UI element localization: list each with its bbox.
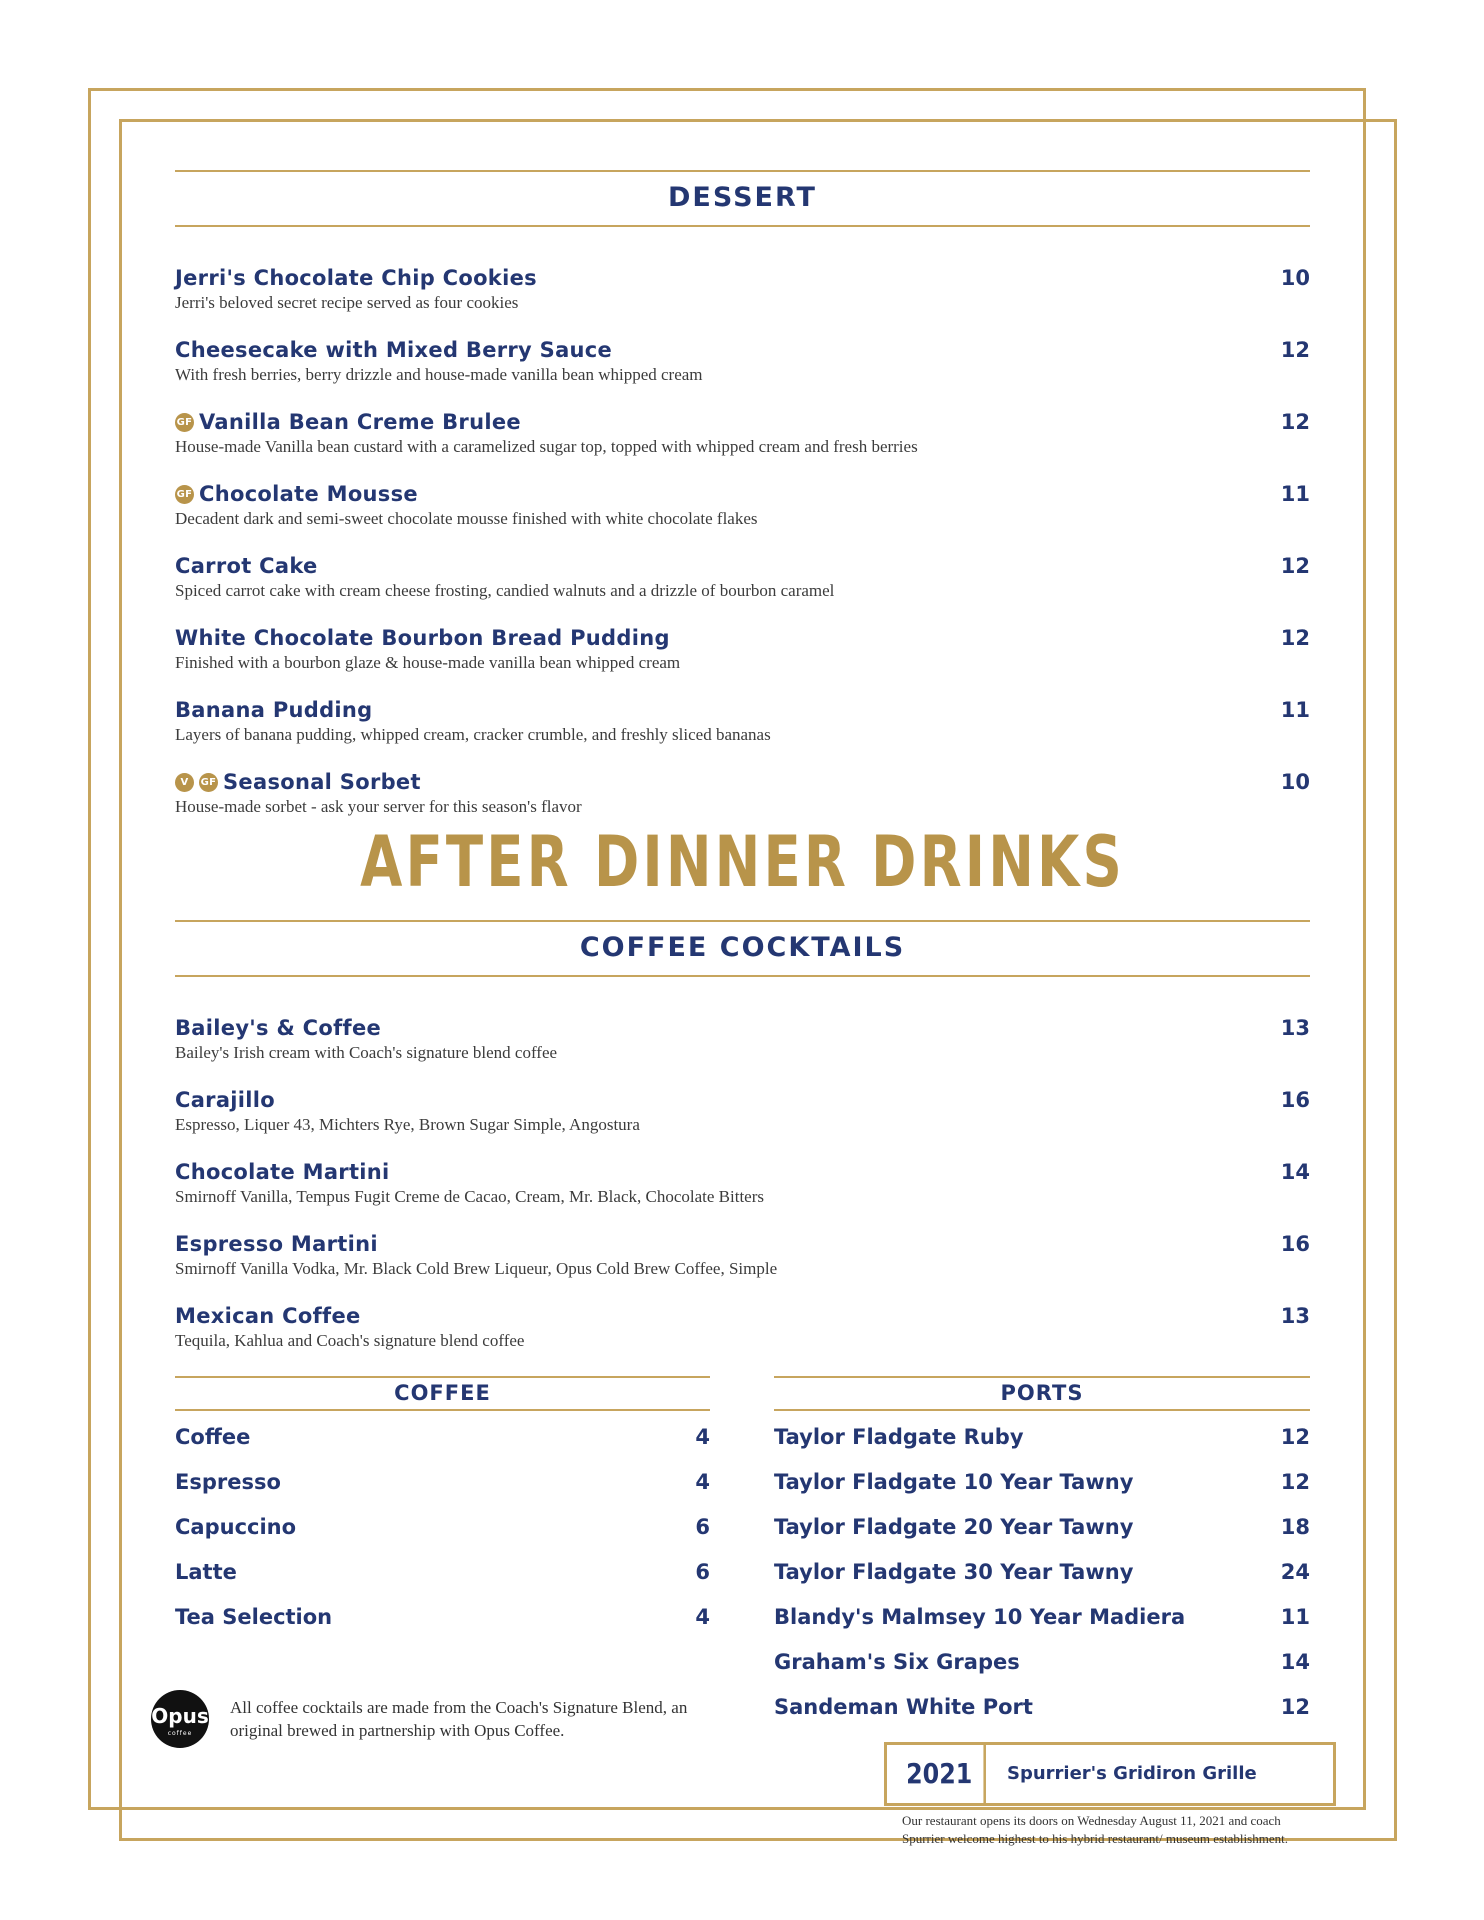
list-item-price: 14 <box>1280 1650 1310 1674</box>
coffee-section <box>175 1376 710 1640</box>
list-item-price: 12 <box>1280 1425 1310 1449</box>
footer-restaurant-name: Spurrier's Gridiron Grille <box>1007 1763 1257 1784</box>
list-item <box>175 1460 710 1505</box>
menu-item-title: Jerri's Chocolate Chip Cookies <box>175 266 537 290</box>
list-item-name: Taylor Fladgate 10 Year Tawny <box>774 1470 1134 1494</box>
menu-item-name <box>175 1159 1310 1185</box>
list-item <box>774 1505 1310 1550</box>
menu-item <box>175 409 1310 481</box>
list-item <box>774 1415 1310 1460</box>
ports-list <box>774 1415 1310 1730</box>
menu-item-price: 14 <box>1280 1160 1310 1184</box>
list-item-name: Taylor Fladgate 20 Year Tawny <box>774 1515 1134 1539</box>
list-item-name: Tea Selection <box>175 1605 333 1629</box>
menu-item-name <box>175 481 1310 507</box>
menu-item-price: 10 <box>1280 266 1310 290</box>
menu-item-name <box>175 625 1310 651</box>
dessert-list <box>175 265 1310 841</box>
list-item-price: 12 <box>1280 1470 1310 1494</box>
menu-item-description: Tequila, Kahlua and Coach's signature blend coffee <box>175 1331 525 1350</box>
list-item-price: 24 <box>1280 1560 1310 1584</box>
menu-item <box>175 337 1310 409</box>
menu-item-price: 12 <box>1280 626 1310 650</box>
menu-item-title: Carajillo <box>175 1088 276 1112</box>
ports-section <box>774 1376 1310 1730</box>
list-item-price: 18 <box>1280 1515 1310 1539</box>
menu-item-description: House-made sorbet - ask your server for this season's flavor <box>175 797 582 816</box>
menu-item-name <box>175 769 1310 795</box>
coffee-heading: COFFEE <box>175 1376 710 1411</box>
list-item <box>774 1595 1310 1640</box>
list-item-price: 4 <box>695 1470 710 1494</box>
menu-item <box>175 1159 1310 1231</box>
menu-item-title: Carrot Cake <box>175 554 318 578</box>
list-item-name: Coffee <box>175 1425 251 1449</box>
menu-item-title: Chocolate Mousse <box>199 482 418 506</box>
list-item-name: Sandeman White Port <box>774 1695 1033 1719</box>
menu-item-title: Vanilla Bean Creme Brulee <box>199 410 521 434</box>
menu-item-price: 16 <box>1280 1232 1310 1256</box>
menu-item <box>175 1303 1310 1375</box>
list-item <box>175 1505 710 1550</box>
list-item-price: 4 <box>695 1425 710 1449</box>
menu-item-price: 13 <box>1280 1016 1310 1040</box>
menu-item-title: Espresso Martini <box>175 1232 378 1256</box>
menu-item-price: 12 <box>1280 554 1310 578</box>
menu-item-title: Bailey's & Coffee <box>175 1016 382 1040</box>
menu-item <box>175 265 1310 337</box>
menu-item-price: 11 <box>1280 482 1310 506</box>
dessert-heading: DESSERT <box>175 170 1310 227</box>
vegan-icon: V <box>175 773 194 792</box>
menu-item-title: White Chocolate Bourbon Bread Pudding <box>175 626 670 650</box>
menu-item-price: 16 <box>1280 1088 1310 1112</box>
menu-item-name <box>175 1231 1310 1257</box>
coffee-cocktails-heading: COFFEE COCKTAILS <box>175 920 1310 977</box>
cocktail-list <box>175 1015 1310 1375</box>
list-item <box>175 1415 710 1460</box>
opus-logo-sub: coffee <box>167 1730 193 1737</box>
list-item-price: 6 <box>695 1560 710 1584</box>
list-item-name: Taylor Fladgate 30 Year Tawny <box>774 1560 1134 1584</box>
list-item-name: Capuccino <box>175 1515 297 1539</box>
menu-item <box>175 1087 1310 1159</box>
menu-item <box>175 625 1310 697</box>
menu-item-title: Cheesecake with Mixed Berry Sauce <box>175 338 613 362</box>
menu-item-name <box>175 697 1310 723</box>
menu-item-price: 12 <box>1280 410 1310 434</box>
menu-item-description: Bailey's Irish cream with Coach's signature blend coffee <box>175 1043 558 1062</box>
menu-item-price: 10 <box>1280 770 1310 794</box>
menu-item-title: Seasonal Sorbet <box>223 770 421 794</box>
gluten-free-icon: GF <box>175 413 194 432</box>
menu-item-description: Layers of banana pudding, whipped cream, cracker crumble, and freshly sliced bananas <box>175 725 771 744</box>
menu-item-price: 13 <box>1280 1304 1310 1328</box>
menu-item-description: With fresh berries, berry drizzle and house-made vanilla bean whipped cream <box>175 365 703 384</box>
gluten-free-icon: GF <box>199 773 218 792</box>
footer-badge <box>884 1742 1336 1806</box>
dessert-section <box>175 170 1310 841</box>
menu-item-description: Smirnoff Vanilla Vodka, Mr. Black Cold Brew Liqueur, Opus Cold Brew Coffee, Simple <box>175 1259 778 1278</box>
list-item-price: 12 <box>1280 1695 1310 1719</box>
menu-item <box>175 1231 1310 1303</box>
menu-item-description: Finished with a bourbon glaze & house-made vanilla bean whipped cream <box>175 653 681 672</box>
list-item <box>175 1550 710 1595</box>
menu-item-title: Mexican Coffee <box>175 1304 361 1328</box>
menu-item-description: Decadent dark and semi-sweet chocolate mousse finished with white chocolate flakes <box>175 509 758 528</box>
menu-item-price: 12 <box>1280 338 1310 362</box>
menu-item-description: Espresso, Liquer 43, Michters Rye, Brown Sugar Simple, Angostura <box>175 1115 640 1134</box>
menu-item-price: 11 <box>1280 698 1310 722</box>
menu-item-name <box>175 553 1310 579</box>
list-item-name: Latte <box>175 1560 237 1584</box>
list-item <box>774 1460 1310 1505</box>
list-item-price: 11 <box>1280 1605 1310 1629</box>
list-item <box>774 1550 1310 1595</box>
list-item <box>175 1595 710 1640</box>
menu-item-name <box>175 1015 1310 1041</box>
menu-item-name <box>175 1303 1310 1329</box>
menu-item-name <box>175 1087 1310 1113</box>
opus-logo-text: Opus <box>151 1704 209 1728</box>
list-item-name: Blandy's Malmsey 10 Year Madiera <box>774 1605 1186 1629</box>
menu-item <box>175 697 1310 769</box>
opus-note: All coffee cocktails are made from the Coach's Signature Blend, an original brewed in partnership with Opus Coffee. <box>230 1698 688 1740</box>
list-item-name: Graham's Six Grapes <box>774 1650 1020 1674</box>
menu-item <box>175 481 1310 553</box>
list-item <box>774 1685 1310 1730</box>
menu-item-title: Chocolate Martini <box>175 1160 390 1184</box>
gluten-free-icon: GF <box>175 485 194 504</box>
menu-item-description: Smirnoff Vanilla, Tempus Fugit Creme de Cacao, Cream, Mr. Black, Chocolate Bitters <box>175 1187 764 1206</box>
menu-item-title: Banana Pudding <box>175 698 373 722</box>
menu-item <box>175 553 1310 625</box>
footer-year: 2021 <box>895 1745 986 1803</box>
menu-item <box>175 1015 1310 1087</box>
list-item-price: 6 <box>695 1515 710 1539</box>
list-item-name: Taylor Fladgate Ruby <box>774 1425 1024 1449</box>
menu-item-description: House-made Vanilla bean custard with a caramelized sugar top, topped with whipped cream and fresh berries <box>175 437 918 456</box>
ports-heading: PORTS <box>774 1376 1310 1411</box>
menu-item-name <box>175 337 1310 363</box>
after-dinner-title: AFTER DINNER DRINKS <box>360 821 1125 903</box>
list-item <box>774 1640 1310 1685</box>
menu-item-description: Spiced carrot cake with cream cheese frosting, candied walnuts and a drizzle of bourbon caramel <box>175 581 835 600</box>
coffee-cocktails-section <box>175 920 1310 1375</box>
coffee-list <box>175 1415 710 1640</box>
list-item-name: Espresso <box>175 1470 281 1494</box>
menu-item-description: Jerri's beloved secret recipe served as four cookies <box>175 293 519 312</box>
menu-item-name <box>175 265 1310 291</box>
opus-logo <box>151 1690 209 1748</box>
footer-note: Our restaurant opens its doors on Wednesday August 11, 2021 and coach Spurrier welcome highest to his hybrid restaurant/ museum establishment. <box>902 1813 1288 1846</box>
list-item-price: 4 <box>695 1605 710 1629</box>
menu-item-name <box>175 409 1310 435</box>
